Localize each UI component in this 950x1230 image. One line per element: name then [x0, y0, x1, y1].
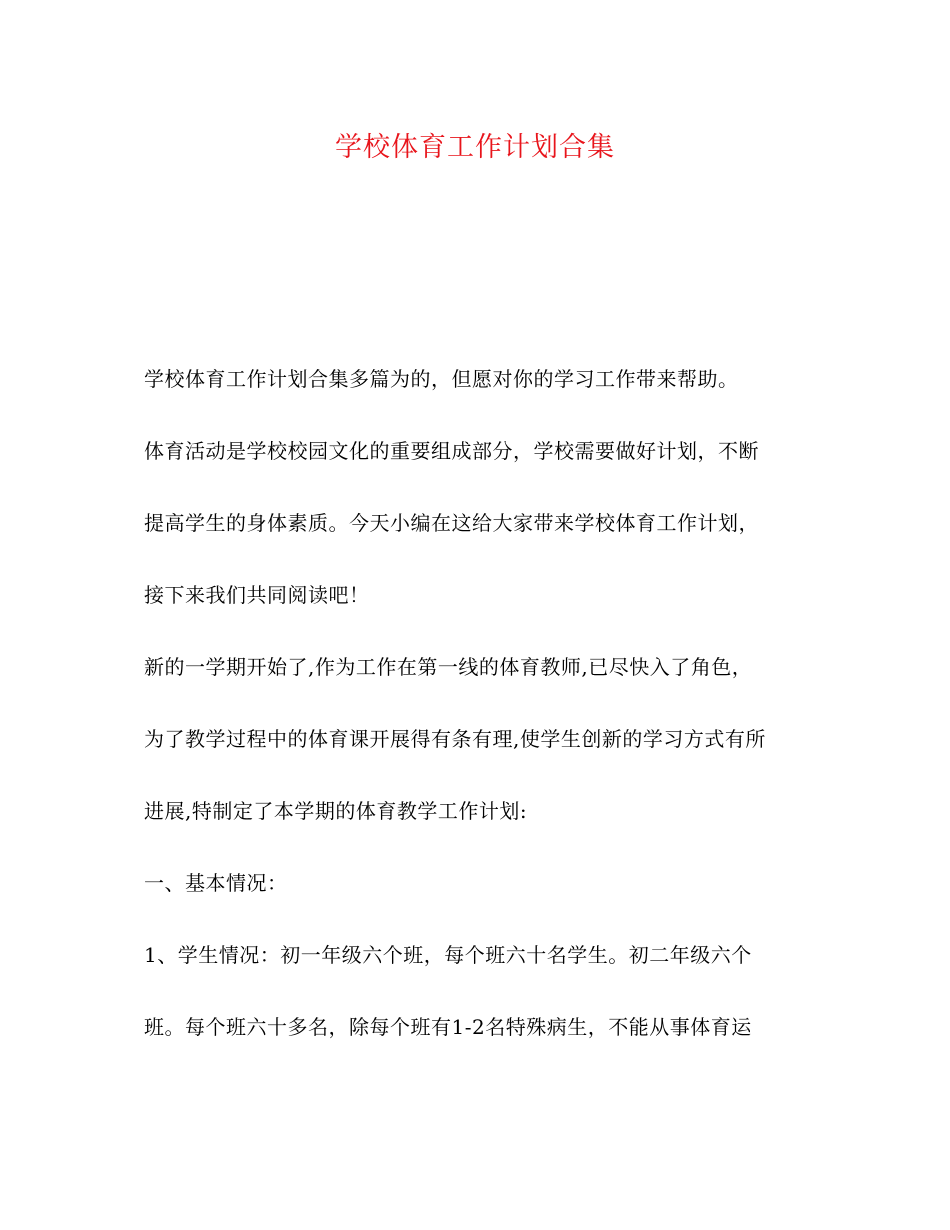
paragraph-line: 提高学生的身体素质。今天小编在这给大家带来学校体育工作计划，: [144, 511, 759, 535]
paragraph-line: 为了教学过程中的体育课开展得有条有理,使学生创新的学习方式有所: [144, 727, 766, 751]
paragraph-line: 新的一学期开始了,作为工作在第一线的体育教师,已尽快入了角色，: [144, 655, 753, 679]
paragraph-line: 班。每个班六十多名，除每个班有1-2名特殊病生，不能从事体育运: [144, 1015, 752, 1039]
paragraph-line: 体育活动是学校校园文化的重要组成部分，学校需要做好计划，不断: [144, 439, 759, 463]
paragraph-line: 学校体育工作计划合集多篇为的，但愿对你的学习工作带来帮助。: [144, 367, 739, 391]
section-heading: 一、基本情况：: [144, 871, 288, 895]
paragraph-line: 接下来我们共同阅读吧！: [144, 583, 370, 607]
paragraph-line: 1、学生情况：初一年级六个班，每个班六十名学生。初二年级六个: [144, 943, 752, 967]
document-title: 学校体育工作计划合集: [335, 132, 615, 163]
paragraph-line: 进展,特制定了本学期的体育教学工作计划:: [144, 799, 528, 823]
